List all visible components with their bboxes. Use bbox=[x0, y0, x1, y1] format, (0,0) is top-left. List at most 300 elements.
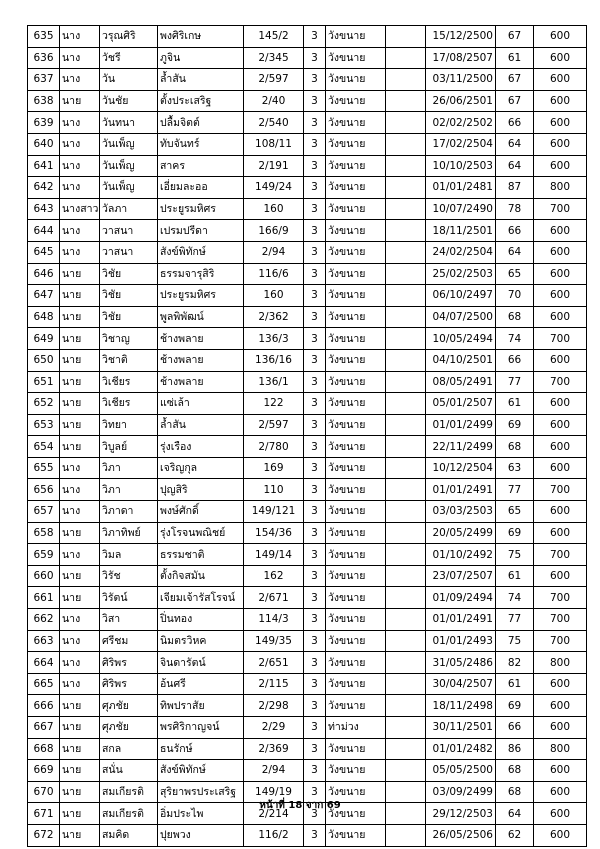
table-row bbox=[28, 198, 587, 220]
village-no-cell: 3 bbox=[304, 479, 326, 501]
first-name-cell: วันเพ็ญ bbox=[100, 177, 158, 199]
age-cell: 75 bbox=[496, 630, 534, 652]
age-cell: 61 bbox=[496, 565, 534, 587]
spacer-cell bbox=[386, 695, 426, 717]
page-number: หน้าที่ 18 จาก 69 bbox=[259, 800, 341, 811]
age-cell: 65 bbox=[496, 263, 534, 285]
allowance-cell: 600 bbox=[534, 414, 587, 436]
title-cell: นาย bbox=[60, 328, 100, 350]
allowance-cell: 600 bbox=[534, 824, 587, 846]
last-name-cell: สุริยาพรประเสริฐ bbox=[158, 781, 244, 803]
spacer-cell bbox=[386, 479, 426, 501]
village-no-cell: 3 bbox=[304, 306, 326, 328]
subdistrict-cell: วังขนาย bbox=[326, 630, 386, 652]
village-no-cell: 3 bbox=[304, 47, 326, 69]
village-no-cell: 3 bbox=[304, 781, 326, 803]
allowance-cell: 600 bbox=[534, 673, 587, 695]
birth-date-cell: 29/12/2503 bbox=[426, 803, 496, 825]
house-no-cell: 2/298 bbox=[244, 695, 304, 717]
house-no-cell: 108/11 bbox=[244, 133, 304, 155]
birth-date-cell: 01/01/2481 bbox=[426, 177, 496, 199]
village-no-cell: 3 bbox=[304, 522, 326, 544]
seq-no-cell: 659 bbox=[28, 544, 60, 566]
subdistrict-cell: วังขนาย bbox=[326, 501, 386, 523]
allowance-cell: 600 bbox=[534, 760, 587, 782]
village-no-cell: 3 bbox=[304, 630, 326, 652]
first-name-cell: วิชัย bbox=[100, 285, 158, 307]
table-row bbox=[28, 587, 587, 609]
allowance-cell: 600 bbox=[534, 501, 587, 523]
house-no-cell: 2/94 bbox=[244, 241, 304, 263]
title-cell: นาย bbox=[60, 738, 100, 760]
seq-no-cell: 651 bbox=[28, 371, 60, 393]
title-cell: นาย bbox=[60, 414, 100, 436]
subdistrict-cell: วังขนาย bbox=[326, 587, 386, 609]
spacer-cell bbox=[386, 198, 426, 220]
seq-no-cell: 661 bbox=[28, 587, 60, 609]
subdistrict-cell: วังขนาย bbox=[326, 306, 386, 328]
house-no-cell: 116/6 bbox=[244, 263, 304, 285]
seq-no-cell: 637 bbox=[28, 69, 60, 91]
last-name-cell: ตั้งกิจสมัน bbox=[158, 565, 244, 587]
allowance-cell: 800 bbox=[534, 652, 587, 674]
allowance-cell: 600 bbox=[534, 263, 587, 285]
village-no-cell: 3 bbox=[304, 198, 326, 220]
last-name-cell: เอี่ยมละออ bbox=[158, 177, 244, 199]
allowance-cell: 800 bbox=[534, 738, 587, 760]
last-name-cell: ปิ่นทอง bbox=[158, 609, 244, 631]
birth-date-cell: 03/03/2503 bbox=[426, 501, 496, 523]
age-cell: 74 bbox=[496, 587, 534, 609]
last-name-cell: ทิพปราสัย bbox=[158, 695, 244, 717]
village-no-cell: 3 bbox=[304, 69, 326, 91]
first-name-cell: วิภาทิพย์ bbox=[100, 522, 158, 544]
last-name-cell: อิ่มประไพ bbox=[158, 803, 244, 825]
spacer-cell bbox=[386, 220, 426, 242]
title-cell: นาง bbox=[60, 177, 100, 199]
house-no-cell: 2/214 bbox=[244, 803, 304, 825]
age-cell: 68 bbox=[496, 760, 534, 782]
village-no-cell: 3 bbox=[304, 328, 326, 350]
house-no-cell: 2/651 bbox=[244, 652, 304, 674]
subdistrict-cell: วังขนาย bbox=[326, 652, 386, 674]
title-cell: นาย bbox=[60, 90, 100, 112]
title-cell: นาง bbox=[60, 479, 100, 501]
age-cell: 63 bbox=[496, 457, 534, 479]
last-name-cell: ตั้งประเสริฐ bbox=[158, 90, 244, 112]
last-name-cell: ช้างพลาย bbox=[158, 371, 244, 393]
seq-no-cell: 639 bbox=[28, 112, 60, 134]
last-name-cell: ปลื้มจิตต์ bbox=[158, 112, 244, 134]
allowance-cell: 700 bbox=[534, 609, 587, 631]
age-cell: 70 bbox=[496, 285, 534, 307]
last-name-cell: ธนรักษ์ bbox=[158, 738, 244, 760]
subdistrict-cell: วังขนาย bbox=[326, 47, 386, 69]
age-cell: 68 bbox=[496, 306, 534, 328]
first-name-cell: วันเพ็ญ bbox=[100, 155, 158, 177]
house-no-cell: 2/369 bbox=[244, 738, 304, 760]
spacer-cell bbox=[386, 501, 426, 523]
subdistrict-cell: วังขนาย bbox=[326, 155, 386, 177]
table-row bbox=[28, 241, 587, 263]
first-name-cell: สนั่น bbox=[100, 760, 158, 782]
title-cell: นาย bbox=[60, 760, 100, 782]
title-cell: นาง bbox=[60, 652, 100, 674]
last-name-cell: ประยูรมหิศร bbox=[158, 285, 244, 307]
table-row bbox=[28, 90, 587, 112]
subdistrict-cell: วังขนาย bbox=[326, 241, 386, 263]
age-cell: 69 bbox=[496, 522, 534, 544]
table-row bbox=[28, 133, 587, 155]
age-cell: 66 bbox=[496, 717, 534, 739]
title-cell: นาง bbox=[60, 112, 100, 134]
first-name-cell: ศรีชม bbox=[100, 630, 158, 652]
first-name-cell: สกล bbox=[100, 738, 158, 760]
age-cell: 77 bbox=[496, 609, 534, 631]
village-no-cell: 3 bbox=[304, 544, 326, 566]
allowance-cell: 600 bbox=[534, 781, 587, 803]
spacer-cell bbox=[386, 26, 426, 48]
last-name-cell: พูลพิพัฒน์ bbox=[158, 306, 244, 328]
age-cell: 78 bbox=[496, 198, 534, 220]
subdistrict-cell: วังขนาย bbox=[326, 673, 386, 695]
allowance-cell: 600 bbox=[534, 133, 587, 155]
age-cell: 82 bbox=[496, 652, 534, 674]
birth-date-cell: 24/02/2504 bbox=[426, 241, 496, 263]
birth-date-cell: 18/11/2498 bbox=[426, 695, 496, 717]
age-cell: 69 bbox=[496, 695, 534, 717]
house-no-cell: 149/35 bbox=[244, 630, 304, 652]
subdistrict-cell: วังขนาย bbox=[326, 263, 386, 285]
subdistrict-cell: วังขนาย bbox=[326, 414, 386, 436]
age-cell: 64 bbox=[496, 133, 534, 155]
allowance-cell: 700 bbox=[534, 479, 587, 501]
village-no-cell: 3 bbox=[304, 457, 326, 479]
birth-date-cell: 10/12/2504 bbox=[426, 457, 496, 479]
spacer-cell bbox=[386, 306, 426, 328]
table-row bbox=[28, 177, 587, 199]
spacer-cell bbox=[386, 177, 426, 199]
table-row bbox=[28, 349, 587, 371]
allowance-cell: 600 bbox=[534, 393, 587, 415]
village-no-cell: 3 bbox=[304, 133, 326, 155]
subdistrict-cell: วังขนาย bbox=[326, 738, 386, 760]
title-cell: นาย bbox=[60, 522, 100, 544]
first-name-cell: วรุณศิริ bbox=[100, 26, 158, 48]
spacer-cell bbox=[386, 393, 426, 415]
subdistrict-cell: วังขนาย bbox=[326, 198, 386, 220]
allowance-cell: 700 bbox=[534, 544, 587, 566]
birth-date-cell: 03/09/2499 bbox=[426, 781, 496, 803]
first-name-cell: สมเกียรติ bbox=[100, 781, 158, 803]
title-cell: นาง bbox=[60, 47, 100, 69]
spacer-cell bbox=[386, 436, 426, 458]
subdistrict-cell: วังขนาย bbox=[326, 436, 386, 458]
spacer-cell bbox=[386, 414, 426, 436]
first-name-cell: วิชาติ bbox=[100, 349, 158, 371]
house-no-cell: 160 bbox=[244, 198, 304, 220]
birth-date-cell: 22/11/2499 bbox=[426, 436, 496, 458]
seq-no-cell: 663 bbox=[28, 630, 60, 652]
title-cell: นาง bbox=[60, 544, 100, 566]
spacer-cell bbox=[386, 69, 426, 91]
subdistrict-cell: วังขนาย bbox=[326, 781, 386, 803]
allowance-cell: 600 bbox=[534, 436, 587, 458]
subdistrict-cell: วังขนาย bbox=[326, 328, 386, 350]
last-name-cell: ล้ำสัน bbox=[158, 69, 244, 91]
house-no-cell: 2/94 bbox=[244, 760, 304, 782]
birth-date-cell: 20/05/2499 bbox=[426, 522, 496, 544]
subdistrict-cell: วังขนาย bbox=[326, 177, 386, 199]
village-no-cell: 3 bbox=[304, 241, 326, 263]
house-no-cell: 2/40 bbox=[244, 90, 304, 112]
house-no-cell: 116/2 bbox=[244, 824, 304, 846]
allowance-cell: 600 bbox=[534, 349, 587, 371]
last-name-cell: ช้างพลาย bbox=[158, 328, 244, 350]
house-no-cell: 149/121 bbox=[244, 501, 304, 523]
last-name-cell: ปุญสิริ bbox=[158, 479, 244, 501]
first-name-cell: วัชรี bbox=[100, 47, 158, 69]
title-cell: นาง bbox=[60, 26, 100, 48]
first-name-cell: ศิริพร bbox=[100, 652, 158, 674]
house-no-cell: 166/9 bbox=[244, 220, 304, 242]
house-no-cell: 145/2 bbox=[244, 26, 304, 48]
village-no-cell: 3 bbox=[304, 587, 326, 609]
allowance-cell: 600 bbox=[534, 457, 587, 479]
subdistrict-cell: วังขนาย bbox=[326, 479, 386, 501]
subdistrict-cell: วังขนาย bbox=[326, 544, 386, 566]
village-no-cell: 3 bbox=[304, 760, 326, 782]
seq-no-cell: 668 bbox=[28, 738, 60, 760]
age-cell: 64 bbox=[496, 803, 534, 825]
allowance-cell: 600 bbox=[534, 717, 587, 739]
first-name-cell: วิทยา bbox=[100, 414, 158, 436]
table-row bbox=[28, 328, 587, 350]
first-name-cell: วิชาญ bbox=[100, 328, 158, 350]
subdistrict-cell: วังขนาย bbox=[326, 69, 386, 91]
table-row bbox=[28, 479, 587, 501]
seq-no-cell: 650 bbox=[28, 349, 60, 371]
age-cell: 64 bbox=[496, 155, 534, 177]
title-cell: นาย bbox=[60, 393, 100, 415]
last-name-cell: ภูจิน bbox=[158, 47, 244, 69]
seq-no-cell: 671 bbox=[28, 803, 60, 825]
title-cell: นาง bbox=[60, 609, 100, 631]
first-name-cell: ศุภชัย bbox=[100, 717, 158, 739]
subdistrict-cell: วังขนาย bbox=[326, 26, 386, 48]
spacer-cell bbox=[386, 90, 426, 112]
age-cell: 65 bbox=[496, 501, 534, 523]
birth-date-cell: 30/04/2507 bbox=[426, 673, 496, 695]
house-no-cell: 2/362 bbox=[244, 306, 304, 328]
house-no-cell: 110 bbox=[244, 479, 304, 501]
table-row bbox=[28, 112, 587, 134]
allowance-cell: 600 bbox=[534, 220, 587, 242]
title-cell: นาง bbox=[60, 241, 100, 263]
birth-date-cell: 08/05/2491 bbox=[426, 371, 496, 393]
seq-no-cell: 652 bbox=[28, 393, 60, 415]
last-name-cell: แซ่เล้า bbox=[158, 393, 244, 415]
last-name-cell: เปรมปรีดา bbox=[158, 220, 244, 242]
table-row bbox=[28, 306, 587, 328]
seq-no-cell: 670 bbox=[28, 781, 60, 803]
age-cell: 86 bbox=[496, 738, 534, 760]
age-cell: 66 bbox=[496, 349, 534, 371]
birth-date-cell: 04/10/2501 bbox=[426, 349, 496, 371]
house-no-cell: 2/671 bbox=[244, 587, 304, 609]
table-row bbox=[28, 155, 587, 177]
table-row bbox=[28, 760, 587, 782]
subdistrict-cell: วังขนาย bbox=[326, 522, 386, 544]
table-row bbox=[28, 824, 587, 846]
village-no-cell: 3 bbox=[304, 803, 326, 825]
house-no-cell: 149/19 bbox=[244, 781, 304, 803]
last-name-cell: เจียมเจ้ารัสโรจน์ bbox=[158, 587, 244, 609]
spacer-cell bbox=[386, 328, 426, 350]
seq-no-cell: 669 bbox=[28, 760, 60, 782]
last-name-cell: ปุยพวง bbox=[158, 824, 244, 846]
title-cell: นาย bbox=[60, 263, 100, 285]
title-cell: นาง bbox=[60, 69, 100, 91]
house-no-cell: 2/345 bbox=[244, 47, 304, 69]
title-cell: นาย bbox=[60, 565, 100, 587]
house-no-cell: 169 bbox=[244, 457, 304, 479]
allowance-cell: 600 bbox=[534, 306, 587, 328]
birth-date-cell: 01/10/2492 bbox=[426, 544, 496, 566]
house-no-cell: 162 bbox=[244, 565, 304, 587]
spacer-cell bbox=[386, 587, 426, 609]
spacer-cell bbox=[386, 349, 426, 371]
subdistrict-cell: วังขนาย bbox=[326, 349, 386, 371]
allowance-cell: 600 bbox=[534, 241, 587, 263]
title-cell: นาย bbox=[60, 436, 100, 458]
last-name-cell: สาคร bbox=[158, 155, 244, 177]
table-row bbox=[28, 544, 587, 566]
first-name-cell: วิรัช bbox=[100, 565, 158, 587]
subdistrict-cell: วังขนาย bbox=[326, 695, 386, 717]
subdistrict-cell: วังขนาย bbox=[326, 220, 386, 242]
title-cell: นาย bbox=[60, 781, 100, 803]
birth-date-cell: 04/07/2500 bbox=[426, 306, 496, 328]
house-no-cell: 2/115 bbox=[244, 673, 304, 695]
seq-no-cell: 644 bbox=[28, 220, 60, 242]
village-no-cell: 3 bbox=[304, 90, 326, 112]
house-no-cell: 2/597 bbox=[244, 69, 304, 91]
title-cell: นาย bbox=[60, 306, 100, 328]
seq-no-cell: 636 bbox=[28, 47, 60, 69]
birth-date-cell: 01/01/2499 bbox=[426, 414, 496, 436]
title-cell: นาย bbox=[60, 371, 100, 393]
birth-date-cell: 15/12/2500 bbox=[426, 26, 496, 48]
village-no-cell: 3 bbox=[304, 285, 326, 307]
age-cell: 67 bbox=[496, 26, 534, 48]
allowance-cell: 600 bbox=[534, 565, 587, 587]
table-row bbox=[28, 436, 587, 458]
age-cell: 67 bbox=[496, 69, 534, 91]
first-name-cell: วันเพ็ญ bbox=[100, 133, 158, 155]
last-name-cell: รุ่งโรจนพณิชย์ bbox=[158, 522, 244, 544]
table-row bbox=[28, 738, 587, 760]
age-cell: 77 bbox=[496, 371, 534, 393]
last-name-cell: พรศิริกาญจน์ bbox=[158, 717, 244, 739]
title-cell: นาง bbox=[60, 457, 100, 479]
seq-no-cell: 647 bbox=[28, 285, 60, 307]
last-name-cell: จินดารัตน์ bbox=[158, 652, 244, 674]
spacer-cell bbox=[386, 717, 426, 739]
village-no-cell: 3 bbox=[304, 349, 326, 371]
title-cell: นาย bbox=[60, 695, 100, 717]
title-cell: นาย bbox=[60, 803, 100, 825]
allowance-cell: 700 bbox=[534, 587, 587, 609]
birth-date-cell: 17/02/2504 bbox=[426, 133, 496, 155]
table-row bbox=[28, 69, 587, 91]
allowance-cell: 600 bbox=[534, 155, 587, 177]
birth-date-cell: 31/05/2486 bbox=[426, 652, 496, 674]
house-no-cell: 154/36 bbox=[244, 522, 304, 544]
last-name-cell: ทับจันทร์ bbox=[158, 133, 244, 155]
first-name-cell: วันชัย bbox=[100, 90, 158, 112]
spacer-cell bbox=[386, 760, 426, 782]
last-name-cell: ประยูรมหิศร bbox=[158, 198, 244, 220]
seq-no-cell: 666 bbox=[28, 695, 60, 717]
title-cell: นาง bbox=[60, 220, 100, 242]
allowance-cell: 600 bbox=[534, 26, 587, 48]
table-row bbox=[28, 673, 587, 695]
village-no-cell: 3 bbox=[304, 436, 326, 458]
spacer-cell bbox=[386, 673, 426, 695]
last-name-cell: สังข์พิทักษ์ bbox=[158, 760, 244, 782]
spacer-cell bbox=[386, 824, 426, 846]
table-row bbox=[28, 457, 587, 479]
table-row bbox=[28, 522, 587, 544]
allowance-cell: 600 bbox=[534, 90, 587, 112]
age-cell: 74 bbox=[496, 328, 534, 350]
village-no-cell: 3 bbox=[304, 738, 326, 760]
first-name-cell: วิสา bbox=[100, 609, 158, 631]
village-no-cell: 3 bbox=[304, 501, 326, 523]
subdistrict-cell: วังขนาย bbox=[326, 285, 386, 307]
birth-date-cell: 10/07/2490 bbox=[426, 198, 496, 220]
subdistrict-cell: วังขนาย bbox=[326, 112, 386, 134]
spacer-cell bbox=[386, 522, 426, 544]
seq-no-cell: 635 bbox=[28, 26, 60, 48]
title-cell: นาง bbox=[60, 133, 100, 155]
seq-no-cell: 642 bbox=[28, 177, 60, 199]
last-name-cell: อ้นศรี bbox=[158, 673, 244, 695]
last-name-cell: ธรรมจารุสิริ bbox=[158, 263, 244, 285]
title-cell: นาย bbox=[60, 285, 100, 307]
village-no-cell: 3 bbox=[304, 673, 326, 695]
birth-date-cell: 06/10/2497 bbox=[426, 285, 496, 307]
allowance-cell: 600 bbox=[534, 803, 587, 825]
title-cell: นาง bbox=[60, 155, 100, 177]
village-no-cell: 3 bbox=[304, 155, 326, 177]
birth-date-cell: 02/02/2502 bbox=[426, 112, 496, 134]
seq-no-cell: 662 bbox=[28, 609, 60, 631]
table-body bbox=[28, 26, 587, 847]
seq-no-cell: 667 bbox=[28, 717, 60, 739]
age-cell: 66 bbox=[496, 112, 534, 134]
age-cell: 68 bbox=[496, 436, 534, 458]
last-name-cell: ธรรมชาติ bbox=[158, 544, 244, 566]
house-no-cell: 122 bbox=[244, 393, 304, 415]
house-no-cell: 2/780 bbox=[244, 436, 304, 458]
seq-no-cell: 645 bbox=[28, 241, 60, 263]
house-no-cell: 2/191 bbox=[244, 155, 304, 177]
first-name-cell: วาสนา bbox=[100, 220, 158, 242]
table-row bbox=[28, 393, 587, 415]
allowance-cell: 700 bbox=[534, 328, 587, 350]
